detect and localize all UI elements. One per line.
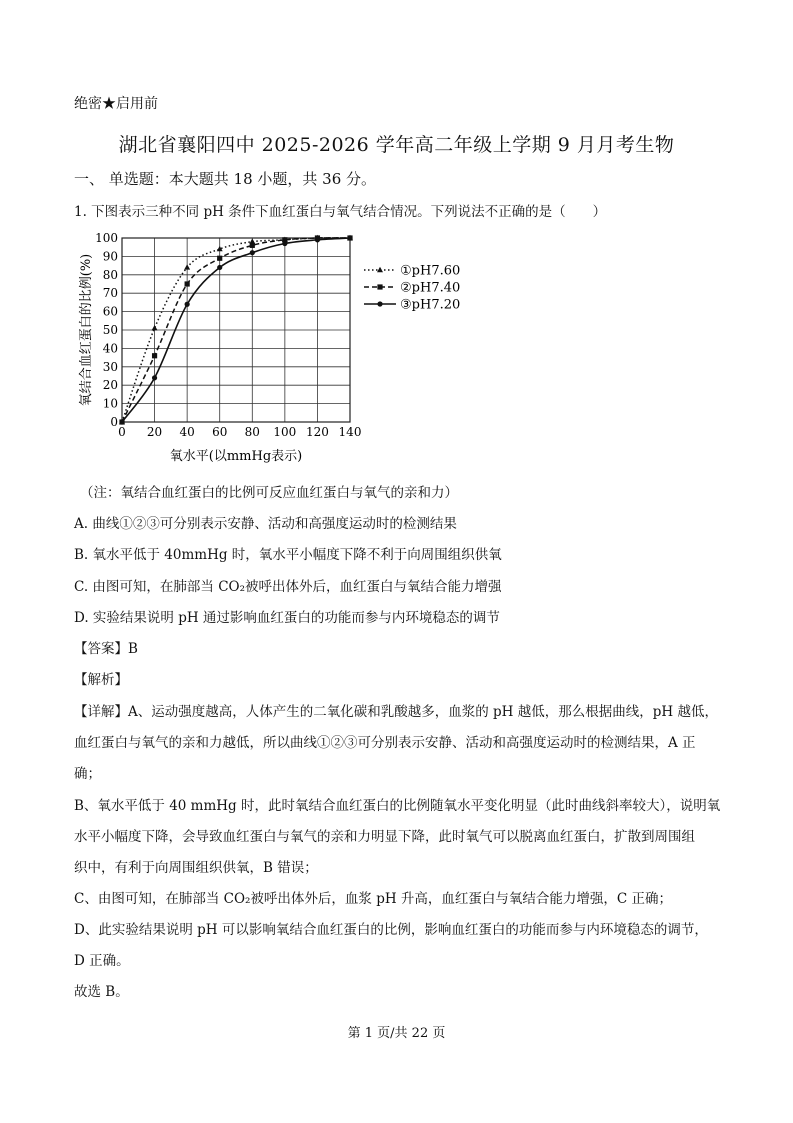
y-axis-label: 氧结合血红蛋白的比例(%) [79,253,94,407]
data-point-marker [185,302,190,307]
analysis-label: 【解析】 [74,672,128,688]
option-d: D. 实验结果说明 pH 通过影响血红蛋白的功能而参与内环境稳态的调节 [74,610,500,626]
answer-label: 【答案】B [74,641,138,657]
chart-note: （注：氧结合血红蛋白的比例可反应血红蛋白与氧气的亲和力） [80,485,458,501]
x-tick-label: 20 [146,425,163,439]
y-tick-label: 0 [110,415,118,429]
x-tick-label: 120 [305,425,329,439]
data-point-marker [152,353,157,358]
x-tick-label: 100 [273,425,297,439]
data-point-marker [217,256,222,261]
page-number: 第 1 页/共 22 页 [347,1026,446,1041]
legend-entry: ③pH7.20 [400,297,461,313]
section-heading: 一、 单选题：本大题共 18 小题，共 36 分。 [74,170,377,188]
explanation-line: D、此实验结果说明 pH 可以影响氧结合血红蛋白的比例，影响血红蛋白的功能而参与内环境稳态的调节， [74,922,708,938]
data-point-marker [184,264,190,269]
legend-entry: ①pH7.60 [400,263,461,279]
y-tick-label: 40 [102,341,118,356]
question-stem: 1. 下图表示三种不同 pH 条件下血红蛋白与氧气结合情况。下列说法不正确的是（ ） [74,204,607,220]
explanation-line: 水平小幅度下降，会导致血红蛋白与氧气的亲和力明显下降，此时氧气可以脱离血红蛋白，扩散到周围组 [74,829,695,845]
y-tick-label: 80 [102,267,118,282]
y-tick-label: 70 [102,286,118,301]
exam-title: 湖北省襄阳四中 2025-2026 学年高二年级上学期 9 月月考生物 [118,134,675,156]
data-point-marker [377,284,382,289]
y-tick-label: 20 [102,378,118,393]
explanation-line: C、由图可知，在肺部当 CO₂被呼出体外后，血浆 pH 升高，血红蛋白与氧结合能力增强，C 正确； [74,891,673,907]
data-point-marker [152,325,158,330]
x-tick-label: 140 [338,425,362,439]
x-tick-label: 80 [244,425,260,439]
explanation-line: 织中，有利于向周围组织供氧，B 错误； [74,860,318,876]
y-axis-ticks [95,231,118,429]
y-tick-label: 90 [102,249,118,264]
chart-legend [364,264,460,313]
x-tick-label: 0 [118,425,126,439]
y-tick-label: 10 [102,396,118,411]
data-point-marker [347,235,352,240]
data-point-marker [185,281,190,286]
y-tick-label: 30 [102,359,118,374]
explanation-line: 确； [74,766,101,782]
data-point-marker [217,265,222,270]
data-point-marker [250,250,255,255]
x-tick-label: 60 [212,425,228,439]
y-tick-label: 60 [102,304,118,319]
confidential-label: 绝密★启用前 [74,96,158,112]
explanation-line: D 正确。 [74,953,130,969]
data-point-marker [377,267,383,272]
y-tick-label: 50 [102,323,118,337]
option-c: C. 由图可知，在肺部当 CO₂被呼出体外后，血红蛋白与氧结合能力增强 [74,579,502,595]
x-axis-label: 氧水平(以mmHg表示) [169,449,303,464]
data-point-marker [119,419,124,424]
data-point-marker [377,301,382,306]
explanation-line: 【详解】A、运动强度越高，人体产生的二氧化碳和乳酸越多，血浆的 pH 越低，那么根据曲线，pH 越低， [74,704,718,720]
option-a: A. 曲线①②③可分别表示安静、活动和高强度运动时的检测结果 [74,516,457,532]
y-tick-label: 100 [95,231,118,245]
data-point-marker [250,243,255,248]
option-b: B. 氧水平低于 40mmHg 时，氧水平小幅度下降不利于向周围组织供氧 [74,547,502,563]
explanation-line: 血红蛋白与氧气的亲和力越低，所以曲线①②③可分别表示安静、活动和高强度运动时的检测结果，A 正 [74,735,696,751]
data-point-marker [152,375,157,380]
x-tick-label: 40 [179,425,195,439]
explanation-line: 故选 B。 [74,984,129,1000]
legend-entry: ②pH7.40 [400,280,461,296]
data-point-marker [315,237,320,242]
x-axis-ticks [118,425,361,439]
oxygen-binding-chart [78,226,478,476]
data-point-marker [282,241,287,246]
explanation-line: B、氧水平低于 40 mmHg 时，此时氧结合血红蛋白的比例随氧水平变化明显（此时曲线斜率较大），说明氧 [74,798,721,814]
